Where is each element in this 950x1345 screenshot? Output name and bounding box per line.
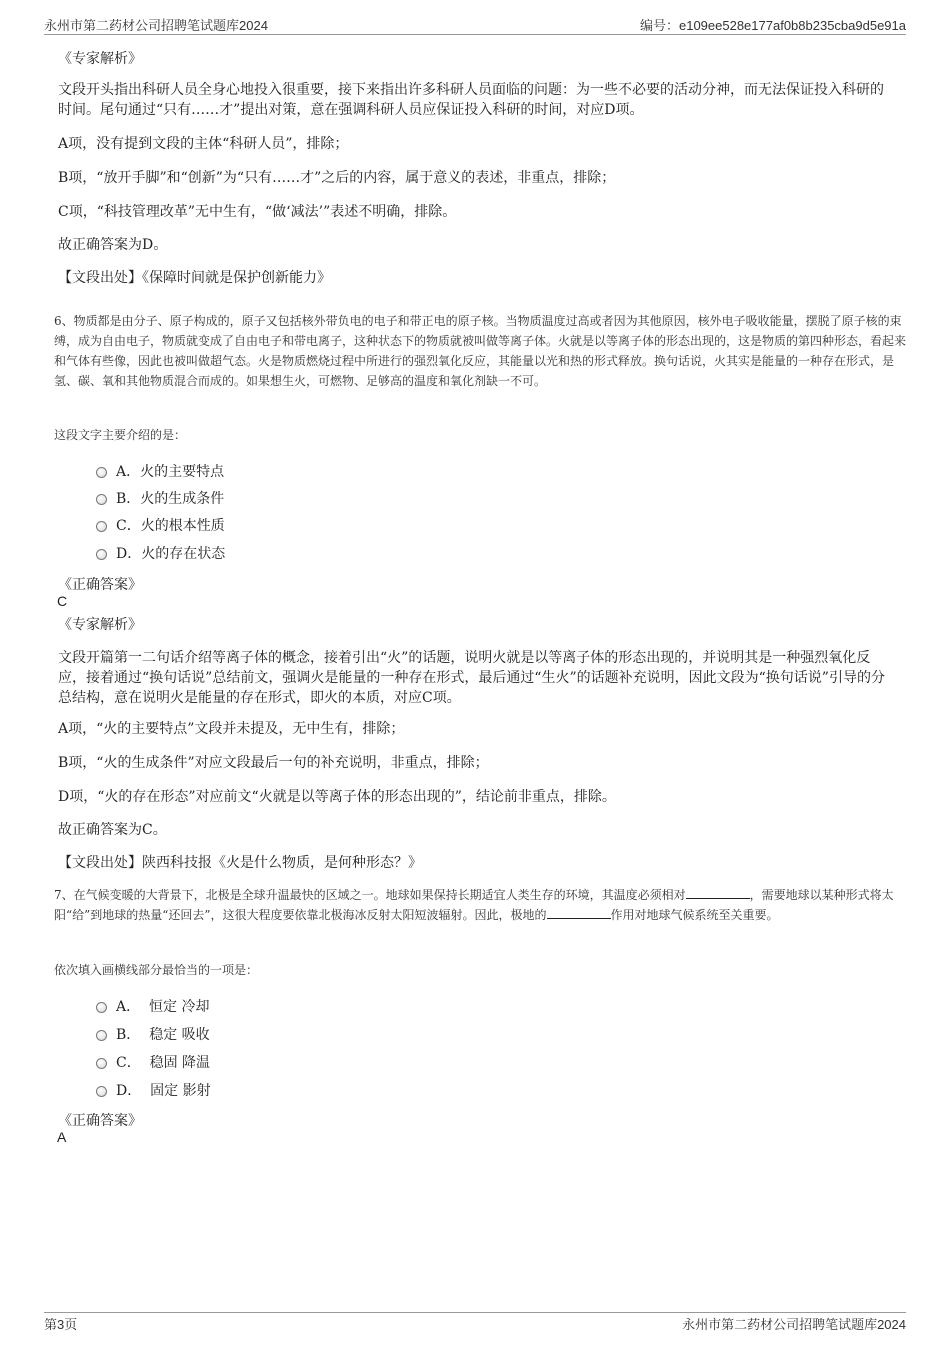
q7-prompt: 依次填入画横线部分最恰当的一项是： bbox=[54, 963, 259, 977]
option-label: A． 恒定 冷却 bbox=[116, 999, 210, 1015]
q7-answer: A bbox=[57, 1129, 67, 1145]
radio-icon[interactable] bbox=[96, 1086, 107, 1097]
q7-option-c[interactable] bbox=[96, 1052, 210, 1072]
radio-icon[interactable] bbox=[96, 1030, 107, 1041]
q7-stem-part1: 7、在气候变暖的大背景下，北极是全球升温最快的区域之一。地球如果保持长期适宜人类生存的环境，其温度必须相对 bbox=[54, 888, 686, 902]
q7-stem-part3: 作用对地球气候系统至关重要。 bbox=[610, 908, 779, 922]
q6-option-b[interactable] bbox=[96, 488, 224, 508]
option-label: C． 稳固 降温 bbox=[116, 1055, 211, 1071]
q6-point-d: D项，“火的存在形态”对应前文“火就是以等离子体的形态出现的”，结论前非重点，排除。 bbox=[58, 789, 616, 805]
radio-icon[interactable] bbox=[96, 467, 107, 478]
q6-conclusion: 故正确答案为C。 bbox=[58, 822, 167, 838]
header-divider bbox=[44, 34, 906, 35]
q7-blank-2 bbox=[547, 906, 611, 919]
q6-option-d[interactable] bbox=[96, 543, 225, 563]
footer-divider bbox=[44, 1312, 906, 1313]
q7-option-d[interactable] bbox=[96, 1080, 211, 1100]
option-label: C．火的根本性质 bbox=[116, 518, 225, 534]
q7-option-a[interactable] bbox=[96, 996, 209, 1016]
radio-icon[interactable] bbox=[96, 1002, 107, 1013]
q6-answer-label: 《正确答案》 bbox=[58, 577, 142, 593]
q7-answer-label: 《正确答案》 bbox=[58, 1113, 142, 1129]
radio-icon[interactable] bbox=[96, 1058, 107, 1069]
q7-option-b[interactable] bbox=[96, 1024, 210, 1044]
q5-point-b: B项，“放开手脚”和“创新”为“只有……才”之后的内容，属于意义的表述，非重点，排除； bbox=[58, 170, 616, 186]
q6-point-a: A项，“火的主要特点”文段并未提及，无中生有，排除； bbox=[58, 721, 405, 737]
header-title: 永州市第二药材公司招聘笔试题库2024 bbox=[44, 18, 268, 33]
q6-point-b: B项，“火的生成条件”对应文段最后一句的补充说明，非重点，排除； bbox=[58, 755, 489, 771]
footer-title: 永州市第二药材公司招聘笔试题库2024 bbox=[682, 1317, 906, 1332]
q6-answer: C bbox=[57, 593, 68, 609]
option-label: D． 固定 影射 bbox=[116, 1083, 211, 1099]
q5-conclusion: 故正确答案为D。 bbox=[58, 237, 168, 253]
option-label: B．火的生成条件 bbox=[116, 491, 225, 507]
q7-blank-1 bbox=[686, 886, 750, 899]
q7-stem-part2: ，需要地球以某种形式将太阳“给”到地球的热量“还回去”，这很大程度要依靠北极海冰反射太阳短波辐射。因此，极地的 bbox=[54, 888, 894, 922]
q5-point-c: C项，“科技管理改革”无中生有，“做‘减法’”表述不明确，排除。 bbox=[58, 204, 457, 220]
q5-analysis-label: 《专家解析》 bbox=[58, 51, 142, 67]
radio-icon[interactable] bbox=[96, 521, 107, 532]
q5-analysis-text: 文段开头指出科研人员全身心地投入很重要，接下来指出许多科研人员面临的问题：为一些不必要的活动分神，而无法保证投入科研的时间。尾句通过“只有……才”提出对策，意在强调科研人员应保证投入科研的时间，对应D项。 bbox=[58, 82, 884, 118]
footer-page-number: 第3页 bbox=[44, 1317, 78, 1332]
option-label: D．火的存在状态 bbox=[116, 546, 226, 562]
option-label: B． 稳定 吸收 bbox=[116, 1027, 210, 1043]
q6-analysis-text: 文段开篇第一二句话介绍等离子体的概念，接着引出“火”的话题，说明火就是以等离子体的形态出现的，并说明其是一种强烈氧化反应，接着通过“换句话说”总结前文，强调火是能量的一种存在形式，最后通过“生火”的话题补充说明，因此文段为“换句话说”引导的分总结构，意在说明火是能量的存在形式，即火的本质，对应C项。 bbox=[58, 650, 885, 706]
q6-option-c[interactable] bbox=[96, 515, 225, 535]
radio-icon[interactable] bbox=[96, 494, 107, 505]
q5-source: 【文段出处】《保障时间就是保护创新能力》 bbox=[58, 270, 331, 286]
q6-option-a[interactable] bbox=[96, 461, 224, 481]
q5-point-a: A项，没有提到文段的主体“科研人员”，排除； bbox=[58, 136, 349, 152]
q6-source: 【文段出处】陕西科技报《火是什么物质，是何种形态？》 bbox=[58, 855, 422, 871]
q6-prompt: 这段文字主要介绍的是： bbox=[54, 428, 187, 442]
document-serial: 编号：e109ee528e177af0b8b235cba9d5e91a bbox=[639, 18, 906, 33]
q6-analysis-label: 《专家解析》 bbox=[58, 617, 142, 633]
q7-stem bbox=[54, 885, 906, 925]
q6-stem: 6、物质都是由分子、原子构成的，原子又包括核外带负电的电子和带正电的原子核。当物质温度过高或者因为其他原因，核外电子吸收能量，摆脱了原子核的束缚，成为自由电子，物质就变成了自由电子和带电离子，这种状态下的物质就被叫做等离子体。火就是以等离子体的形态出现的，这是物质的第四种形态，看起来和气体有些像，因此也被叫做超气态。火是物质燃烧过程中所进行的强烈氧化反应，其能量以光和热的形式释放。换句话说，火其实是能量的一种存在形式，是氢、碳、氧和其他物质混合而成的。如果想生火，可燃物、足够高的温度和氧化剂缺一不可。 bbox=[54, 314, 907, 388]
option-label: A．火的主要特点 bbox=[116, 464, 225, 480]
radio-icon[interactable] bbox=[96, 549, 107, 560]
